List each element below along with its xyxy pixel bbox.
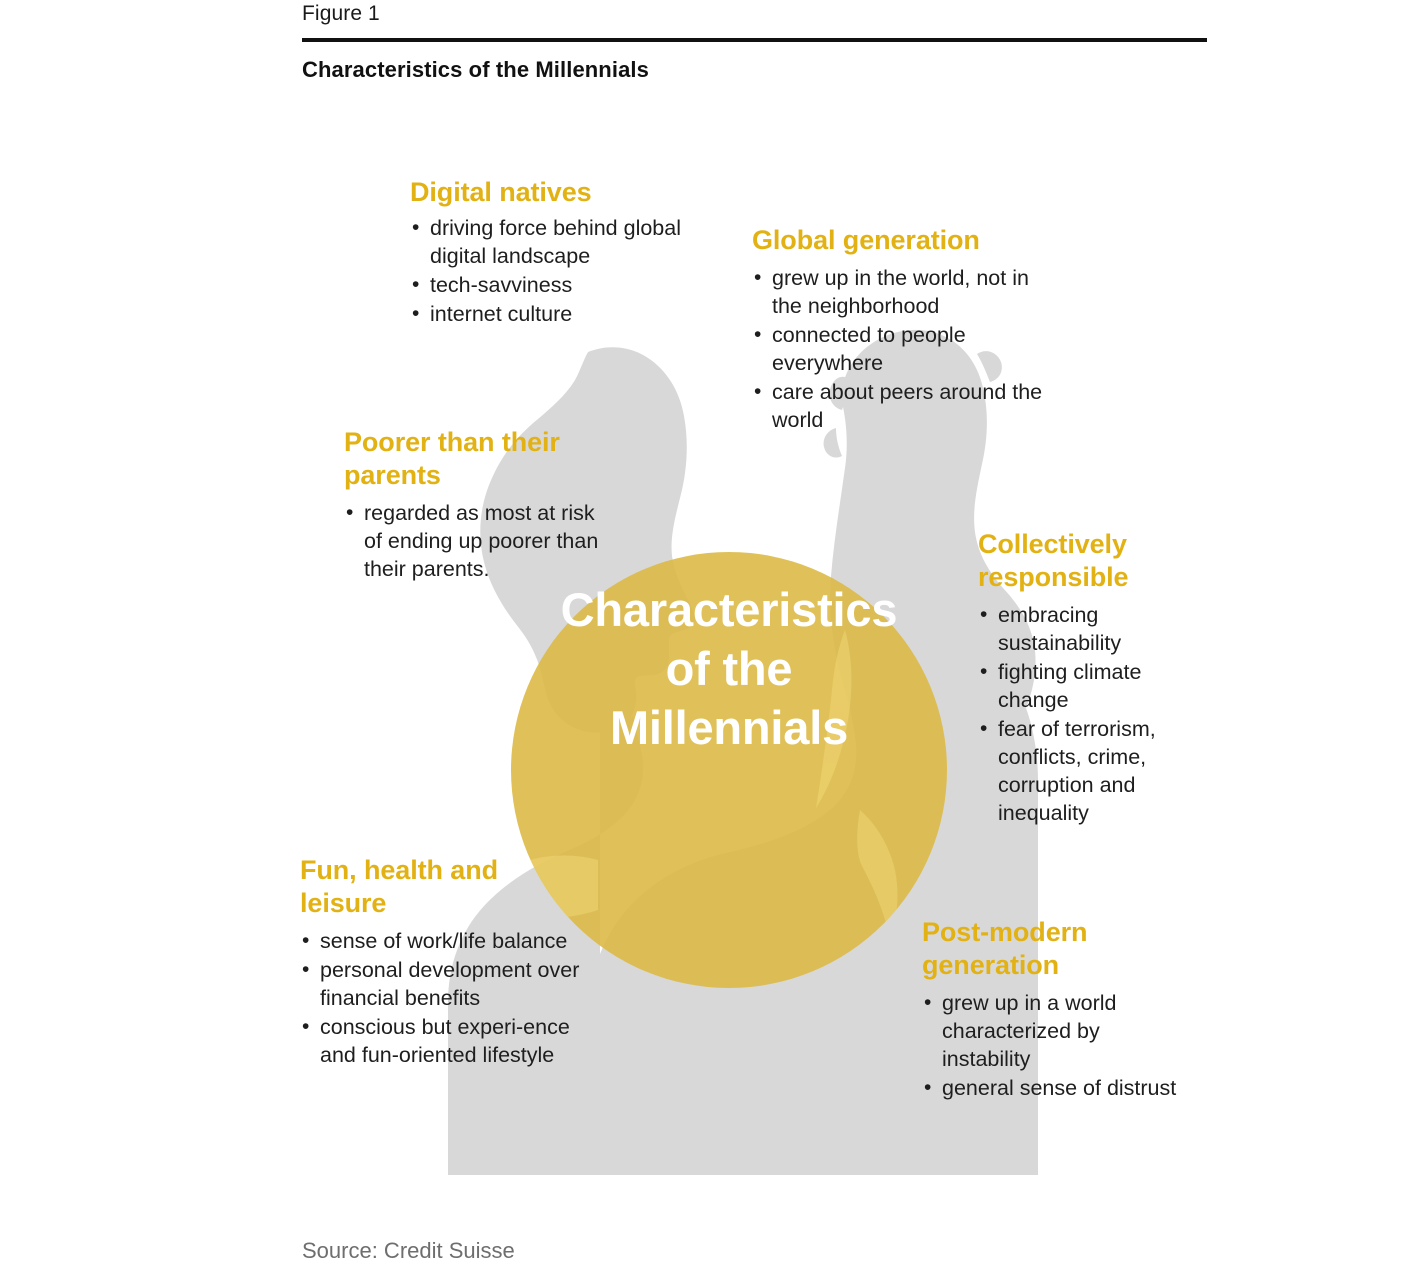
page-title: Characteristics of the Millennials <box>302 57 649 82</box>
list-item: • connected to people everywhere <box>752 322 1052 378</box>
list-item: • care about peers around the world <box>752 379 1052 435</box>
callout-heading-global-generation: Global generation <box>752 225 980 255</box>
silhouette-artwork <box>0 110 1428 1200</box>
list-item: • personal development over financial benefits <box>300 957 580 1013</box>
list-item: • grew up in the world, not in the neighborhood <box>752 265 1052 321</box>
list-item: • grew up in a world characterized by instability <box>922 990 1182 1074</box>
callout-fun-health-and-leisure <box>300 854 580 1071</box>
center-line-1: Characteristics <box>560 583 898 636</box>
callout-heading-digital-natives: Digital natives <box>410 177 592 207</box>
list-item: • fear of terrorism, conflicts, crime, corruption and inequality <box>978 716 1208 828</box>
callout-post-modern-generation <box>922 916 1182 1104</box>
callout-heading-poorer-than-their-parents: Poorer than their parents <box>344 427 560 491</box>
list-item: • embracing sustainability <box>978 602 1208 658</box>
callout-heading-fun-health-and-leisure: Fun, health and leisure <box>300 855 498 919</box>
callout-list-collectively-responsible <box>978 602 1208 828</box>
callout-collectively-responsible <box>978 528 1208 829</box>
figure-label: Figure 1 <box>302 2 380 25</box>
list-item: • internet culture <box>410 301 710 329</box>
list-item: • general sense of distrust <box>922 1075 1182 1103</box>
callout-digital-natives <box>410 176 710 330</box>
callout-heading-collectively-responsible: Collectively responsible <box>978 529 1129 593</box>
list-item: • conscious but experi-ence and fun-oriented lifestyle <box>300 1014 580 1070</box>
callout-list-fun-health-and-leisure <box>300 928 580 1070</box>
list-item: • regarded as most at risk of ending up poorer than their parents. <box>344 500 612 584</box>
callout-heading-post-modern-generation: Post-modern generation <box>922 917 1088 981</box>
callout-list-digital-natives <box>410 215 710 329</box>
list-item: • driving force behind global digital landscape <box>410 215 710 271</box>
list-item: • tech-savviness <box>410 272 710 300</box>
callout-list-post-modern-generation <box>922 990 1182 1103</box>
header-divider <box>302 38 1207 42</box>
callout-global-generation <box>752 224 1052 436</box>
center-line-2: of the <box>665 642 793 696</box>
callout-list-global-generation <box>752 265 1052 435</box>
callout-poorer-than-their-parents <box>344 426 612 585</box>
list-item: • sense of work/life balance <box>300 928 580 956</box>
list-item: • fighting climate change <box>978 659 1208 715</box>
callout-list-poorer-than-their-parents <box>344 500 612 584</box>
center-line-3: Millennials <box>609 701 849 755</box>
source-note: Source: Credit Suisse <box>302 1238 515 1263</box>
